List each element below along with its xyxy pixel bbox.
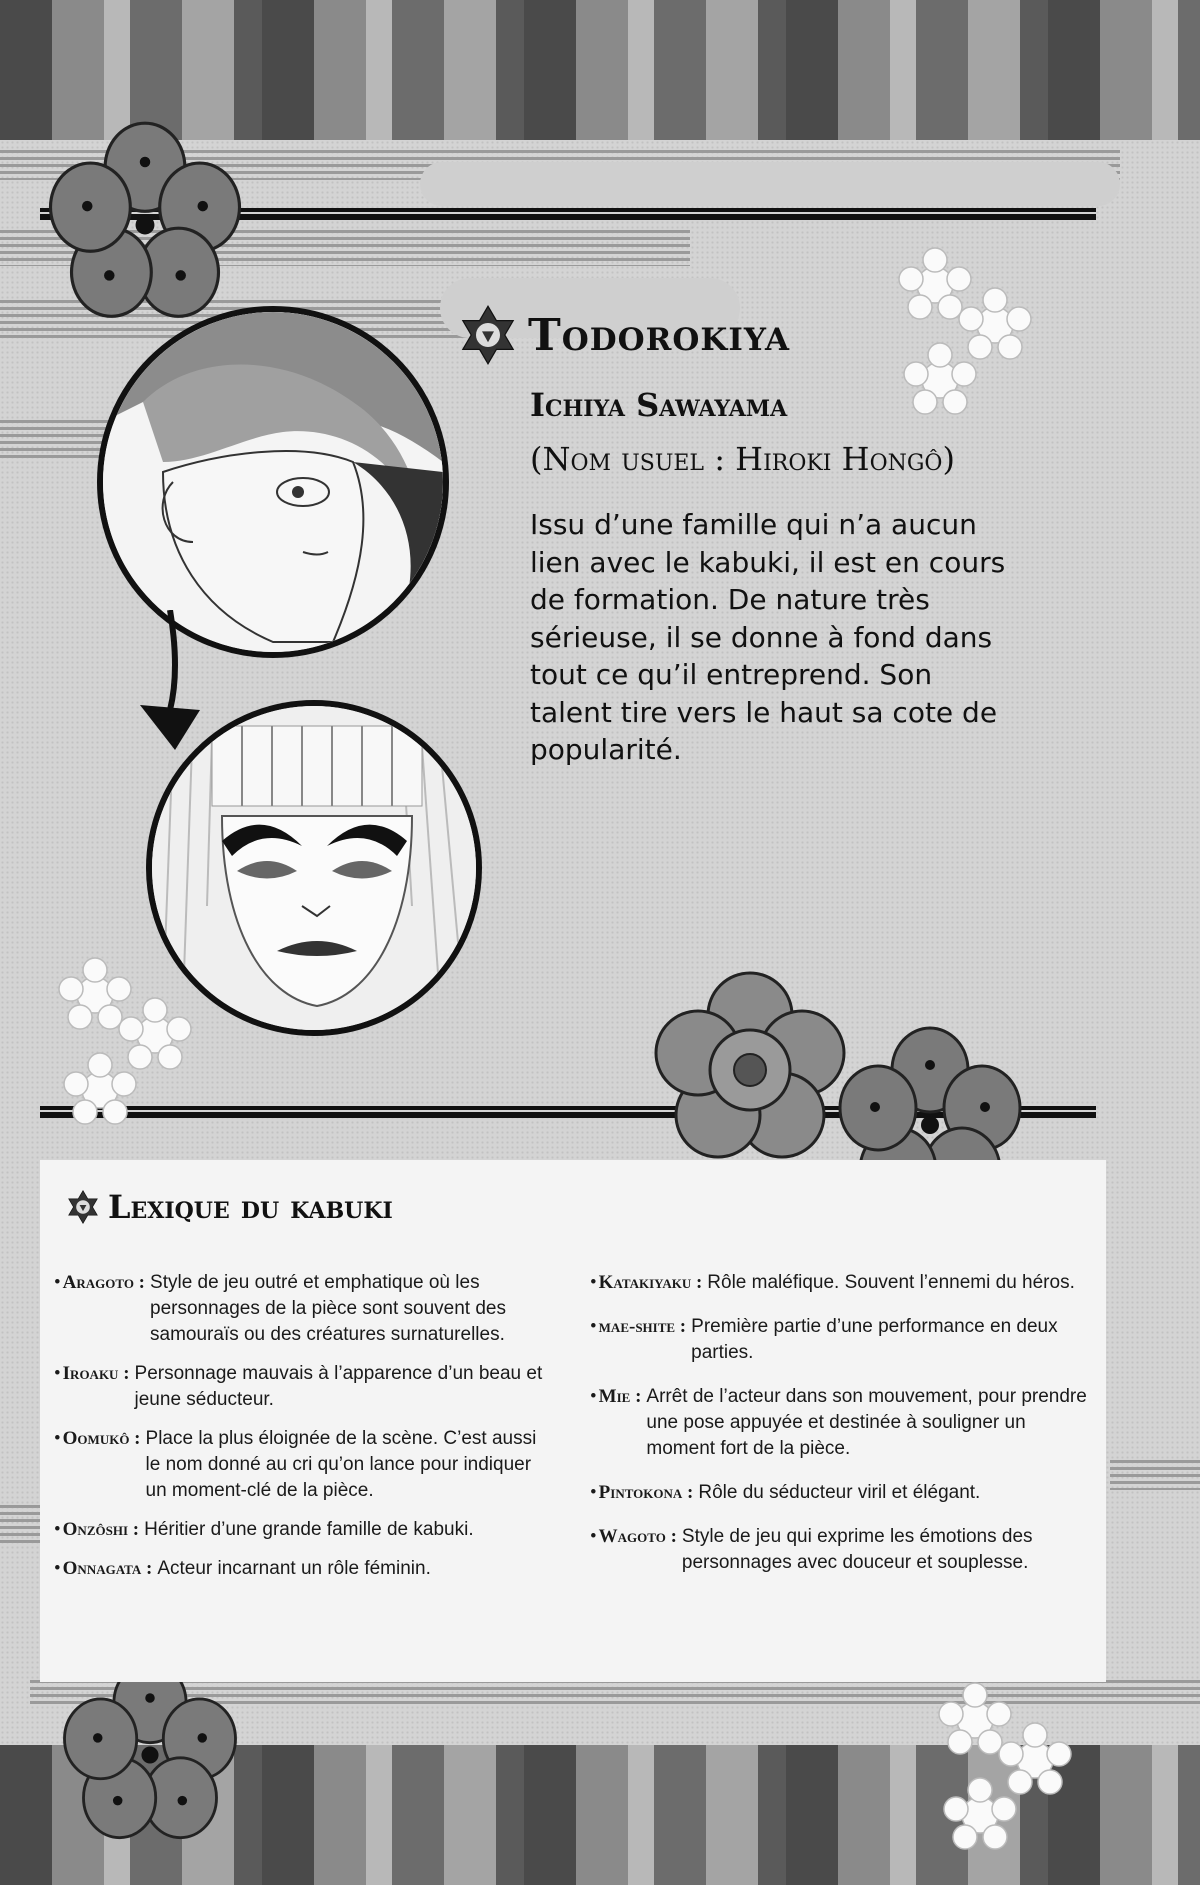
lexicon-definition: Rôle maléfique. Souvent l’ennemi du héros. xyxy=(707,1272,1075,1293)
lexicon-title: Lexique du kabuki xyxy=(108,1188,393,1226)
lexicon-definition: Place la plus éloignée de la scène. C’est aussi le nom donné au cri qu’on lance pour indiquer un moment-clé de la pièce. xyxy=(145,1428,537,1501)
lexicon-entry xyxy=(590,1270,1090,1296)
round-flower-icon xyxy=(645,970,855,1170)
lexicon-definition: Acteur incarnant un rôle féminin. xyxy=(157,1558,431,1579)
lexicon-definition: Personnage mauvais à l’apparence d’un beau et jeune séducteur. xyxy=(134,1363,543,1410)
lexicon-term: • Mie : xyxy=(590,1384,646,1462)
lexicon-term: • Onnagata : xyxy=(54,1556,157,1582)
lexicon-term: • Aragoto : xyxy=(54,1270,150,1348)
lexicon-term: • Oomukô : xyxy=(54,1426,146,1504)
star-crest-icon xyxy=(66,1190,100,1224)
lexicon-column-left xyxy=(54,1270,554,1595)
lexicon-term: • Katakiyaku : xyxy=(590,1270,707,1296)
plum-blossom-icon xyxy=(55,1660,245,1850)
usual-name: (Nom usuel : Hiroki Hongô) xyxy=(530,440,955,478)
character-title xyxy=(458,300,790,370)
white-blossom-icon xyxy=(55,955,205,1135)
lexicon-term: • Pintokona : xyxy=(590,1480,698,1506)
lexicon-term: • Onzôshi : xyxy=(54,1517,144,1543)
lexicon-definition: Héritier d’une grande famille de kabuki. xyxy=(144,1519,474,1540)
lexicon-definition: Rôle du séducteur viril et élégant. xyxy=(698,1482,981,1503)
lexicon-entry xyxy=(590,1314,1090,1366)
cloud-decoration xyxy=(420,162,1120,206)
civilian-face-illustration xyxy=(103,312,443,652)
lexicon-entry xyxy=(54,1426,554,1504)
white-blossom-icon xyxy=(895,245,1045,425)
kabuki-face-illustration xyxy=(152,706,476,1030)
lexicon-definition: Première partie d’une performance en deux parties. xyxy=(691,1316,1058,1363)
top-stripe-border xyxy=(0,0,1200,140)
lexicon-column-right xyxy=(590,1270,1090,1594)
lexicon-heading xyxy=(66,1188,393,1226)
portrait-kabuki-makeup xyxy=(146,700,482,1036)
white-blossom-icon xyxy=(935,1680,1085,1860)
lexicon-term: • mae-shite : xyxy=(590,1314,691,1366)
lexicon-term: • Iroaku : xyxy=(54,1361,135,1413)
portrait-civilian xyxy=(97,306,449,658)
lexicon-entry xyxy=(54,1517,554,1543)
actor-name: Ichiya Sawayama xyxy=(530,386,788,424)
role-name: Todorokiya xyxy=(528,309,791,361)
lexicon-definition: Arrêt de l’acteur dans son mouvement, pour prendre une pose appuyée et destinée à souligner un moment fort de la pièce. xyxy=(646,1386,1087,1459)
lexicon-entry xyxy=(590,1480,1090,1506)
lexicon-definition: Style de jeu outré et emphatique où les personnages de la pièce sont souvent des samouraïs ou des créatures surnaturelles. xyxy=(150,1272,506,1345)
star-crest-icon xyxy=(458,305,518,365)
lexicon-definition: Style de jeu qui exprime les émotions des personnages avec douceur et souplesse. xyxy=(681,1526,1033,1573)
lexicon-entry xyxy=(54,1270,554,1348)
stripe-band-decoration xyxy=(1110,1460,1200,1490)
lexicon-entry xyxy=(54,1361,554,1413)
character-bio: Issu d’une famille qui n’a aucun lien avec le kabuki, il est en cours de formation. De nature très sérieuse, il se donne à fond dans tout ce qu’il entreprend. Son talent tire vers le haut sa cote de popularité. xyxy=(530,508,1006,766)
arrow-down-icon xyxy=(140,610,210,750)
lexicon-entry xyxy=(590,1384,1090,1462)
lexicon-term: • Wagoto : xyxy=(590,1524,682,1576)
lexicon-entry xyxy=(590,1524,1090,1576)
lexicon-entry xyxy=(54,1556,554,1582)
plum-blossom-icon xyxy=(40,120,250,330)
